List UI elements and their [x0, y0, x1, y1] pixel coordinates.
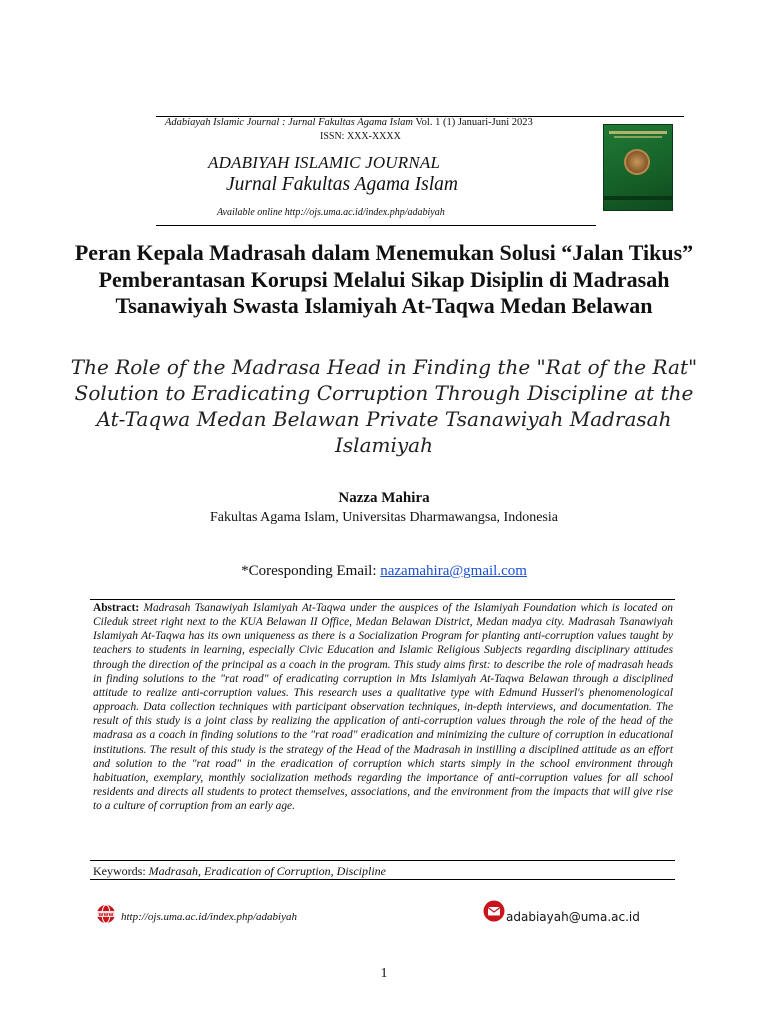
keywords-rule: [90, 879, 675, 880]
journal-subtitle: Jurnal Fakultas Agama Islam: [226, 174, 459, 195]
keywords-label: Keywords:: [93, 864, 149, 878]
corresponding-email: [0, 563, 768, 580]
envelope-icon: [483, 900, 505, 922]
header-bottom-rule: [156, 225, 596, 226]
journal-cover-image: [604, 125, 672, 210]
citation-italic: Adabiayah Islamic Journal : Jurnal Fakultas Agama Islam: [165, 117, 413, 128]
author-affiliation: Fakultas Agama Islam, Universitas Dharmawangsa, Indonesia: [210, 510, 558, 525]
journal-citation: [165, 117, 533, 128]
footer-url-link[interactable]: http://ojs.uma.ac.id/index.php/adabiyah: [121, 911, 297, 923]
author-name: Nazza Mahira: [338, 490, 430, 506]
abstract-text: Madrasah Tsanawiyah Islamiyah At-Taqwa under the auspices of the Islamiyah Foundation which is located on Cileduk street right next to the KUA Belawan II Office, Medan Belawan District, Medan madya city. Madrasah Tsanawiyah Islamiyah At-Taqwa has its own uniqueness as there is a Socialization Program for planting anti-corruption values taught by teachers to students in learning, especially Civic Education and Islamic Religious Subjects regarding disciplinary attitudes through the direction of the principal as a coach in the program. This study aims first: to describe the role of madrasah heads in finding solutions to the "rat road" of eradicating corruption in Mts Islamiyah At-Taqwa Belawan through a disciplined attitude to realize anti-corruption values. This research uses a qualitative type with Edmund Husserl's phenomenological approach. Data collection techniques with participant observation techniques, in-depth interviews, and documentation. The result of this study is a joint class by realizing the application of anti-corruption values through the role of the head of the madrasa as a coach in finding solutions to the "rat road" eradication and minimizing the culture of corruption in educational institutions. The result of this study is the strategy of the Head of the Madrasah in instilling a disciplined attitude as an effort and solution to the "rat road" in the eradication of corruption which starts simply in the school environment through habituation, exemplary, monthly socialization methods regarding the importance of anti-corruption values for all school residents and directs all students to protect themselves, associations, and the environment from the impacts that will give rise to a culture of corruption from an early age.: [93, 602, 673, 813]
abstract-block: [93, 601, 673, 813]
abstract-top-rule: [90, 599, 675, 600]
abstract-bottom-rule: [90, 860, 675, 861]
article-title-english: The Role of the Madrasa Head in Finding the "Rat of the Rat" Solution to Eradicating Corruption Through Discipline at the At-Taqwa Medan Belawan Private Tsanawiyah Madrasah Islamiyah: [70, 355, 698, 457]
cover-band: [604, 196, 672, 200]
www-globe-icon: [96, 904, 116, 924]
cover-title-bar: [609, 131, 667, 134]
corresponding-email-link[interactable]: nazamahira@gmail.com: [380, 563, 527, 579]
journal-name: ADABIYAH ISLAMIC JOURNAL: [208, 153, 441, 172]
citation-volume: Vol. 1 (1) Januari-Juni 2023: [413, 117, 533, 128]
cover-subtitle-bar: [614, 136, 662, 138]
available-online-link[interactable]: Available online http://ojs.uma.ac.id/index.php/adabiyah: [217, 207, 445, 218]
keywords-value: Madrasah, Eradication of Corruption, Discipline: [148, 864, 387, 878]
footer-email-link[interactable]: adabiayah@uma.ac.id: [506, 910, 640, 924]
cover-seal-emblem: [624, 149, 650, 175]
page-number: 1: [380, 966, 388, 981]
svg-text:www: www: [98, 912, 114, 919]
email-label: *Coresponding Email:: [241, 563, 381, 579]
abstract-label: Abstract:: [93, 602, 140, 614]
keywords-line: [93, 864, 386, 879]
issn: ISSN: XXX-XXXX: [320, 131, 401, 142]
article-title-indonesian: Peran Kepala Madrasah dalam Menemukan Solusi “Jalan Tikus” Pemberantasan Korupsi Melalui Sikap Disiplin di Madrasah Tsanawiyah Swasta Islamiyah At-Taqwa Medan Belawan: [74, 240, 694, 318]
